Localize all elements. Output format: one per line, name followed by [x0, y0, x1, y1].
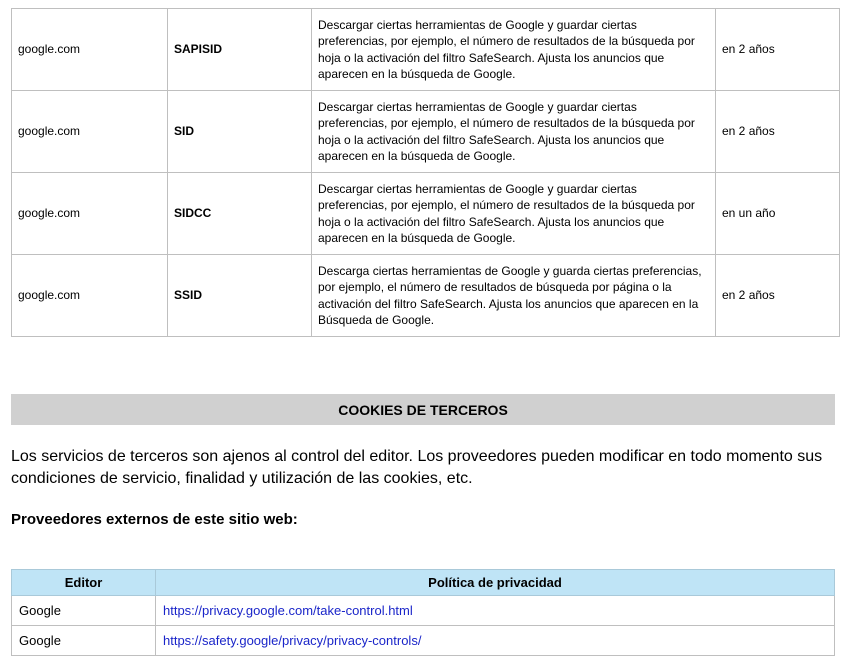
cookie-domain-cell: google.com [12, 9, 168, 91]
cookie-purpose-cell: Descargar ciertas herramientas de Google y guardar ciertas preferencias, por ejemplo, el número de resultados de la búsqueda por hoja o la activación del filtro SafeSearch. Ajusta los anuncios que aparecen en la búsqueda de Google. [312, 91, 716, 173]
providers-heading: Proveedores externos de este sitio web: [11, 511, 298, 528]
privacy-policy-link[interactable]: https://privacy.google.com/take-control.html [163, 603, 413, 618]
cookie-purpose-cell: Descargar ciertas herramientas de Google y guardar ciertas preferencias, por ejemplo, el número de resultados de la búsqueda por hoja o la activación del filtro SafeSearch. Ajusta los anuncios que aparecen en la búsqueda de Google. [312, 9, 716, 91]
cookie-expiry-cell: en un año [716, 173, 840, 255]
privacy-policy-link[interactable]: https://safety.google/privacy/privacy-controls/ [163, 633, 422, 648]
cookie-expiry-cell: en 2 años [716, 255, 840, 337]
column-header-editor: Editor [12, 570, 156, 596]
cookie-domain-cell: google.com [12, 173, 168, 255]
cookie-name-cell: SSID [168, 255, 312, 337]
intro-paragraph: Los servicios de terceros son ajenos al control del editor. Los proveedores pueden modificar en todo momento sus condiciones de servicio, finalidad y utilización de las cookies, etc. [11, 448, 823, 487]
cookies-table [11, 8, 840, 337]
cookie-name-cell: SID [168, 91, 312, 173]
cookie-purpose-cell: Descarga ciertas herramientas de Google y guarda ciertas preferencias, por ejemplo, el número de resultados de búsqueda por página o la activación del filtro SafeSearch. Ajusta los anuncios que aparecen en la Búsqueda de Google. [312, 255, 716, 337]
cookie-expiry-cell: en 2 años [716, 9, 840, 91]
provider-editor-cell: Google [12, 596, 156, 626]
cookie-domain-cell: google.com [12, 91, 168, 173]
table-row [12, 91, 840, 173]
cookie-name-cell: SIDCC [168, 173, 312, 255]
provider-editor-cell: Google [12, 626, 156, 656]
provider-policy-cell [156, 626, 835, 656]
table-row [12, 173, 840, 255]
cookie-domain-cell: google.com [12, 255, 168, 337]
table-row [12, 626, 835, 656]
column-header-policy: Política de privacidad [156, 570, 835, 596]
cookie-purpose-cell: Descargar ciertas herramientas de Google y guardar ciertas preferencias, por ejemplo, el número de resultados de la búsqueda por hoja o la activación del filtro SafeSearch. Ajusta los anuncios que aparecen en la búsqueda de Google. [312, 173, 716, 255]
cookie-expiry-cell: en 2 años [716, 91, 840, 173]
cookie-name-cell: SAPISID [168, 9, 312, 91]
table-row [12, 596, 835, 626]
table-row [12, 255, 840, 337]
section-title: COOKIES DE TERCEROS [338, 401, 508, 418]
table-row [12, 9, 840, 91]
providers-table [11, 569, 835, 656]
section-heading-third-party [11, 394, 835, 425]
table-header-row [12, 570, 835, 596]
provider-policy-cell [156, 596, 835, 626]
